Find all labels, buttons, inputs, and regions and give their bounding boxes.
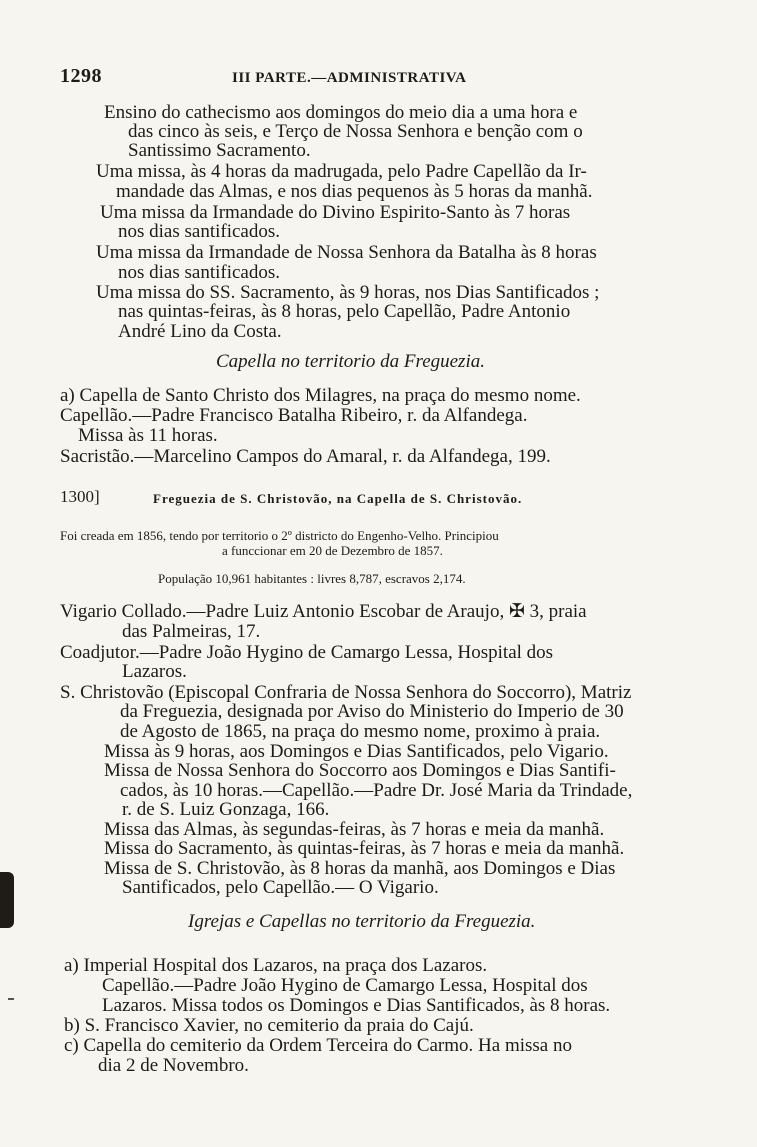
founding-note: Foi creada em 1856, tendo por territorio o 2º districto do Engenho-Velho. Principiou bbox=[60, 528, 499, 543]
text-line: das cinco às seis, e Terço de Nossa Senhora e benção com o bbox=[128, 121, 583, 142]
text-line: Capellão.—Padre João Hygino de Camargo Lessa, Hospital dos bbox=[102, 975, 588, 996]
text-line: Santificados, pelo Capellão.— O Vigario. bbox=[122, 877, 439, 898]
text-line: Uma missa da Irmandade do Divino Espirito-Santo às 7 horas bbox=[100, 202, 571, 223]
parish-title: Freguezia de S. Christovão, na Capella de S. Christovão. bbox=[153, 491, 523, 506]
parish-number: 1300] bbox=[60, 487, 100, 506]
text-line: Missa do Sacramento, às quintas-feiras, às 7 horas e meia da manhã. bbox=[104, 838, 625, 859]
text-line: Lazaros. bbox=[122, 661, 187, 682]
text-line: nos dias santificados. bbox=[118, 262, 281, 283]
text-line: Vigario Collado.—Padre Luiz Antonio Escobar de Araujo, ✠ 3, praia bbox=[60, 601, 587, 622]
text-line: da Freguezia, designada por Aviso do Ministerio do Imperio de 30 bbox=[120, 701, 624, 722]
text-line: mandade das Almas, e nos dias pequenos às 5 horas da manhã. bbox=[116, 181, 593, 202]
text-line: de Agosto de 1865, na praça do mesmo nome, proximo à praia. bbox=[120, 721, 601, 742]
population-line: População 10,961 habitantes : livres 8,787, escravos 2,174. bbox=[158, 571, 466, 586]
text-line: Capellão.—Padre Francisco Batalha Ribeiro, r. da Alfandega. bbox=[60, 405, 528, 426]
text-line: das Palmeiras, 17. bbox=[122, 621, 261, 642]
text-line: c) Capella do cemiterio da Ordem Terceira do Carmo. Ha missa no bbox=[64, 1035, 572, 1056]
text-line: Missa de Nossa Senhora do Soccorro aos Domingos e Dias Santifi- bbox=[104, 760, 616, 781]
text-line: Uma missa do SS. Sacramento, às 9 horas, nos Dias Santificados ; bbox=[96, 282, 600, 303]
text-line: a) Capella de Santo Christo dos Milagres, na praça do mesmo nome. bbox=[60, 385, 581, 406]
text-line: b) S. Francisco Xavier, no cemiterio da praia do Cajú. bbox=[64, 1015, 474, 1036]
text-line: dia 2 de Novembro. bbox=[98, 1055, 249, 1076]
text-line: Uma missa, às 4 horas da madrugada, pelo Padre Capellão da Ir- bbox=[96, 161, 587, 182]
text-line: Uma missa da Irmandade de Nossa Senhora da Batalha às 8 horas bbox=[96, 242, 597, 263]
founding-note: a funccionar em 20 de Dezembro de 1857. bbox=[222, 543, 443, 558]
section-heading: Igrejas e Capellas no territorio da Freguezia. bbox=[188, 911, 536, 932]
text-line: Lazaros. Missa todos os Domingos e Dias Santificados, às 8 horas. bbox=[102, 995, 611, 1016]
text-line: nas quintas-feiras, às 8 horas, pelo Capellão, Padre Antonio bbox=[118, 301, 571, 322]
page-number: 1298 bbox=[60, 65, 102, 87]
running-title: III PARTE.—ADMINISTRATIVA bbox=[232, 70, 467, 86]
text-line: Missa das Almas, às segundas-feiras, às 7 horas e meia da manhã. bbox=[104, 819, 605, 840]
text-line: a) Imperial Hospital dos Lazaros, na praça dos Lazaros. bbox=[64, 955, 488, 976]
text-line: r. de S. Luiz Gonzaga, 166. bbox=[122, 799, 330, 820]
section-heading: Capella no territorio da Freguezia. bbox=[216, 351, 485, 372]
text-line: André Lino da Costa. bbox=[118, 321, 282, 342]
page-margin-mark bbox=[0, 872, 14, 928]
text-line: Santissimo Sacramento. bbox=[128, 140, 311, 161]
text-line: Coadjutor.—Padre João Hygino de Camargo Lessa, Hospital dos bbox=[60, 642, 554, 663]
text-line: nos dias santificados. bbox=[118, 221, 281, 242]
text-line: Sacristão.—Marcelino Campos do Amaral, r. da Alfandega, 199. bbox=[60, 446, 551, 467]
text-line: S. Christovão (Episcopal Confraria de Nossa Senhora do Soccorro), Matriz bbox=[60, 682, 632, 703]
page-margin-dash bbox=[8, 998, 14, 1000]
text-line: Missa às 11 horas. bbox=[78, 425, 218, 446]
text-line: cados, às 10 horas.—Capellão.—Padre Dr. José Maria da Trindade, bbox=[120, 780, 633, 801]
text-line: Missa de S. Christovão, às 8 horas da manhã, aos Domingos e Dias bbox=[104, 858, 616, 879]
text-line: Ensino do cathecismo aos domingos do meio dia a uma hora e bbox=[104, 102, 578, 123]
text-line: Missa às 9 horas, aos Domingos e Dias Santificados, pelo Vigario. bbox=[104, 741, 609, 762]
